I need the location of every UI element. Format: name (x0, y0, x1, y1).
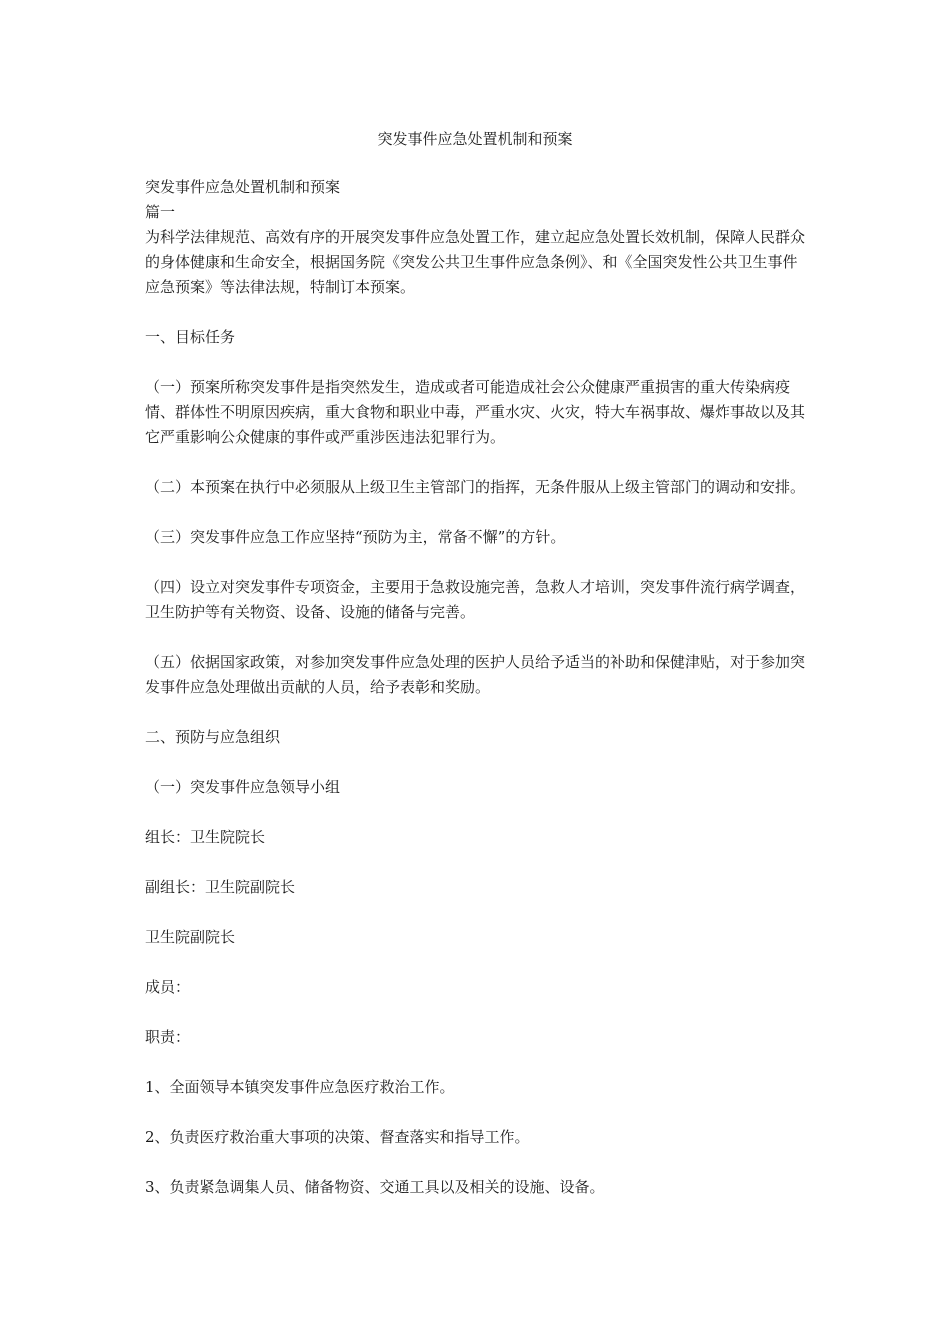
document-body (145, 175, 809, 1200)
deputy-line-2: 卫生院副院长 (145, 928, 236, 946)
duty-item-1: 1、全面领导本镇突发事件应急医疗救治工作。 (145, 1078, 455, 1096)
section1-item-1: （一）预案所称突发事件是指突然发生，造成或者可能造成社会公众健康严重损害的重大传染病疫情、群体性不明原因疾病，重大食物和职业中毒，严重水灾、火灾，特大车祸事故、爆炸事故以及其它严重影响公众健康的事件或严重涉医违法犯罪行为。 (145, 378, 806, 446)
duties-label: 职责： (145, 1028, 191, 1046)
intro-paragraph: 为科学法律规范、高效有序的开展突发事件应急处置工作，建立起应急处置长效机制，保障人民群众的身体健康和生命安全，根据国务院《突发公共卫生事件应急条例》、和《全国突发性公共卫生事件应急预案》等法律法规，特制订本预案。 (145, 228, 806, 296)
section1-item-2: （二）本预案在执行中必须服从上级卫生主管部门的指挥，无条件服从上级主管部门的调动和安排。 (145, 478, 806, 496)
duty-item-2: 2、负责医疗救治重大事项的决策、督查落实和指导工作。 (145, 1128, 530, 1146)
section1-heading: 一、目标任务 (145, 328, 236, 346)
deputy-line: 副组长：卫生院副院长 (145, 878, 296, 896)
document-title: 突发事件应急处置机制和预案 (377, 130, 573, 148)
part-label: 篇一 (145, 203, 176, 221)
leader-line: 组长：卫生院院长 (145, 828, 266, 846)
duty-item-3: 3、负责紧急调集人员、储备物资、交通工具以及相关的设施、设备。 (145, 1178, 605, 1196)
section1-item-5: （五）依据国家政策，对参加突发事件应急处理的医护人员给予适当的补助和保健津贴，对于参加突发事件应急处理做出贡献的人员，给予表彰和奖励。 (145, 653, 806, 696)
section1-item-3: （三）突发事件应急工作应坚持“预防为主，常备不懈”的方针。 (145, 528, 566, 546)
section2-sub-heading: （一）突发事件应急领导小组 (145, 778, 341, 796)
intro-heading: 突发事件应急处置机制和预案 (145, 178, 341, 196)
section1-item-4: （四）设立对突发事件专项资金，主要用于急救设施完善，急救人才培训，突发事件流行病学调查，卫生防护等有关物资、设备、设施的储备与完善。 (145, 578, 806, 621)
members-line: 成员： (145, 978, 191, 996)
section2-heading: 二、预防与应急组织 (145, 728, 281, 746)
